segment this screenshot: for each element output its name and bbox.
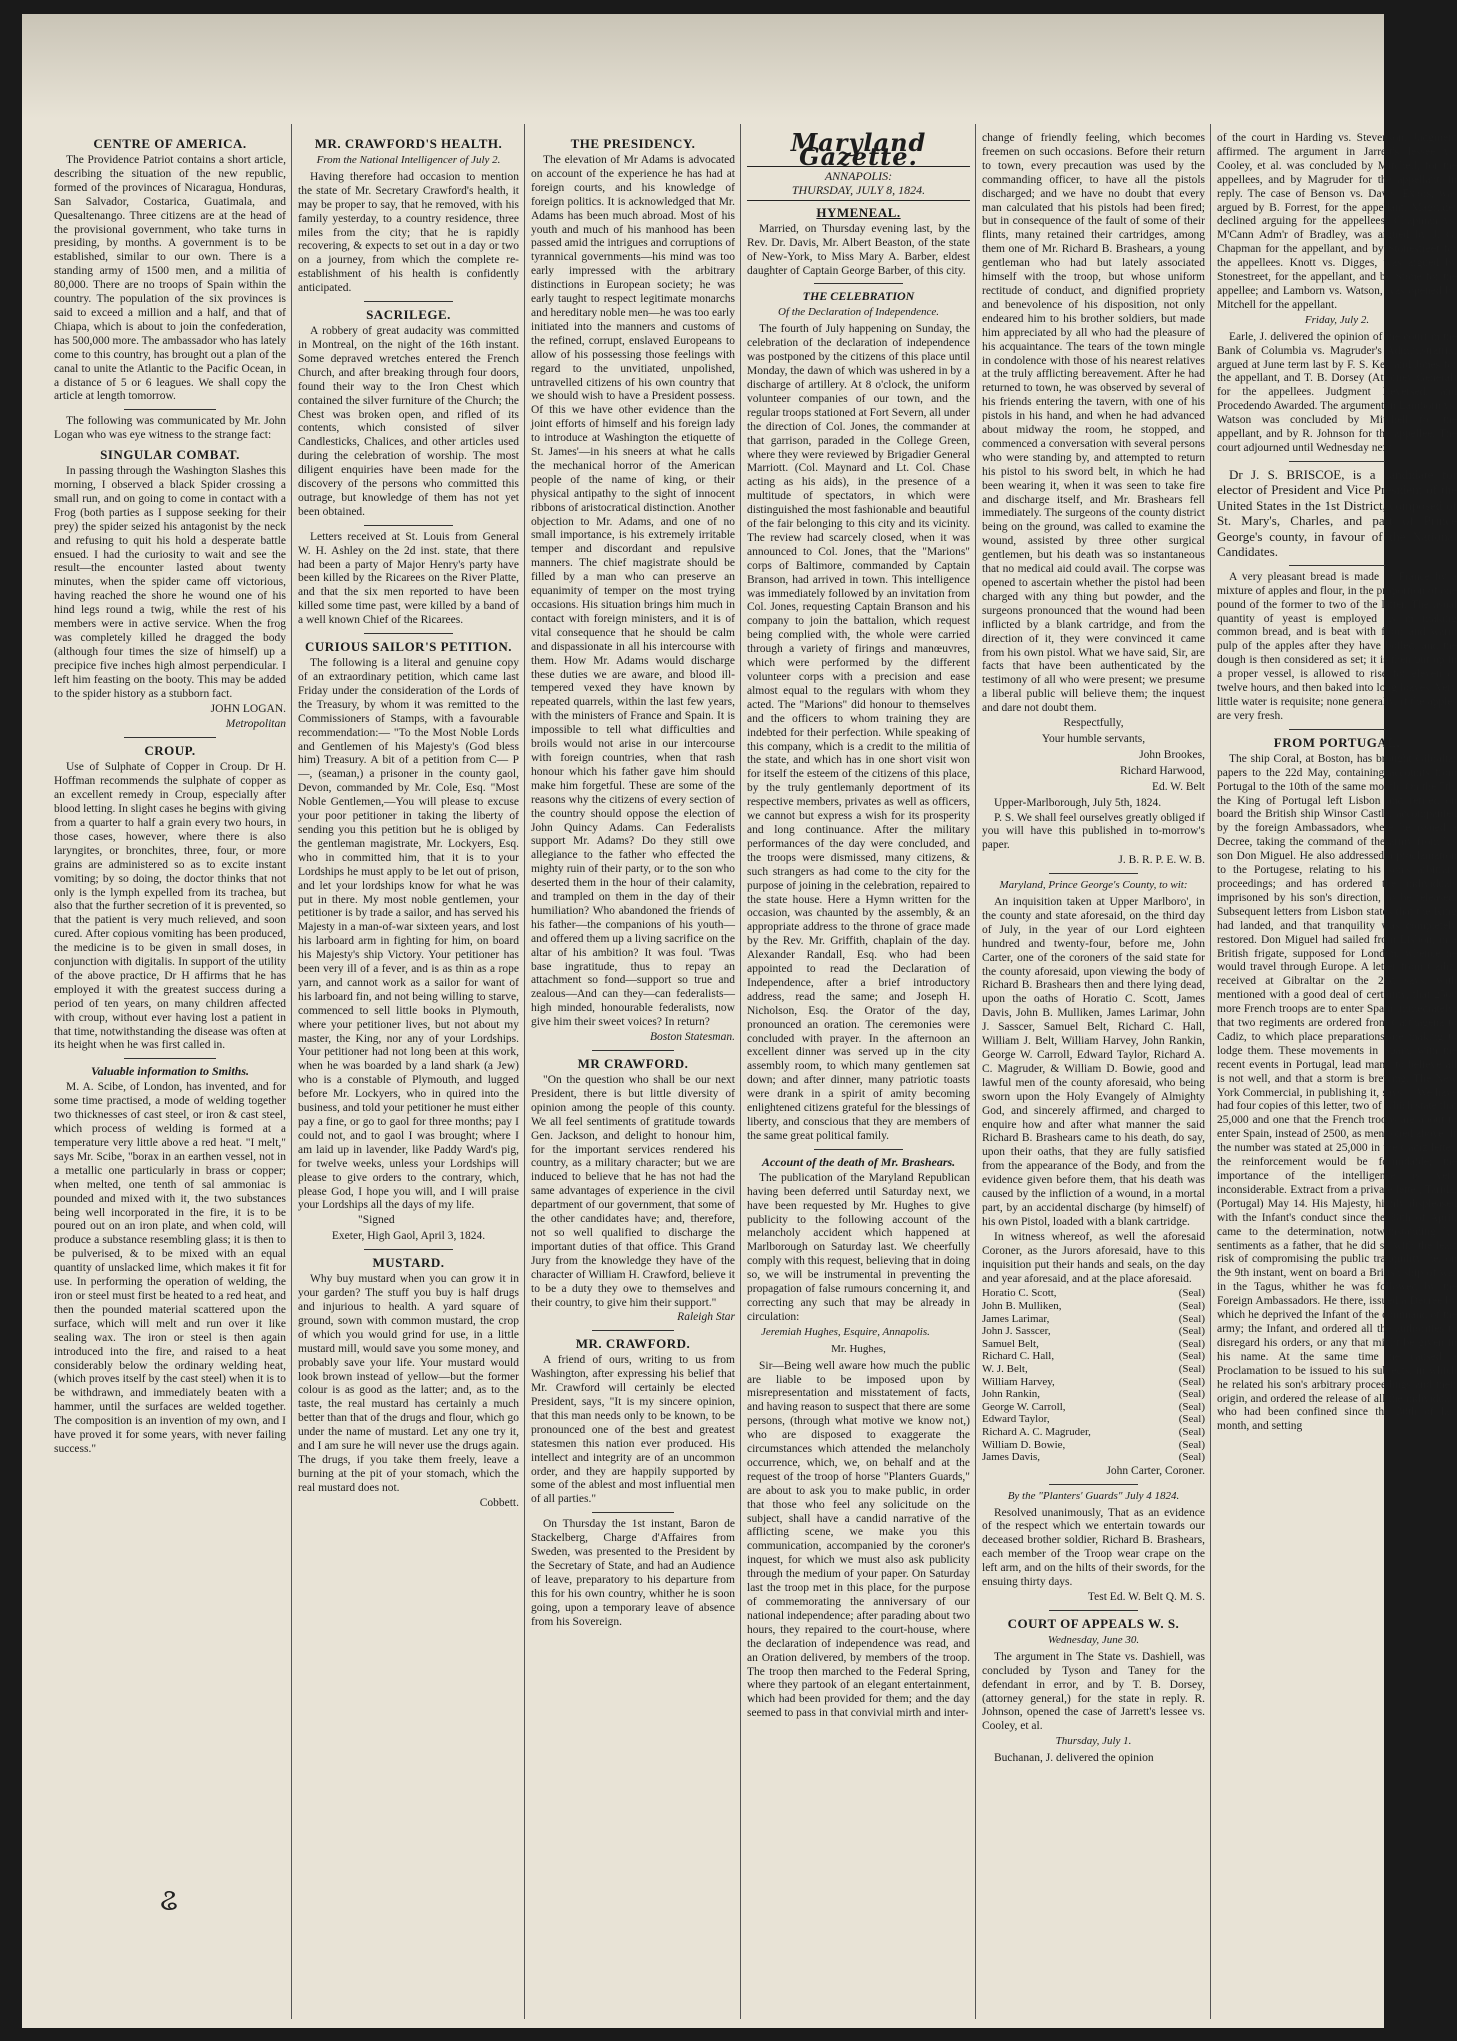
separator <box>364 633 452 634</box>
seal-mark: (Seal) <box>1178 1362 1205 1375</box>
separator <box>1289 461 1385 462</box>
juror-row <box>982 1451 1205 1464</box>
letter-salutation: Mr. Hughes, <box>831 1342 886 1355</box>
juror-row <box>982 1300 1205 1313</box>
juror-name: William Harvey, <box>982 1375 1055 1388</box>
article-body: Resolved unanimously, That as an evidence of the respect which we entertain towards our deceased brother soldier, Richard B. Brashears, each member of the Troop wear crape on the left arm, and on the hilts of their swords, for the ensuing thirty days. <box>982 1506 1205 1589</box>
separator <box>1049 1484 1138 1485</box>
juror-row <box>982 1439 1205 1452</box>
separator <box>592 1512 674 1513</box>
juror-row <box>982 1376 1205 1389</box>
seal-mark: (Seal) <box>1178 1300 1205 1312</box>
juror-row <box>982 1325 1205 1338</box>
article-body: On Thursday the 1st instant, Baron de Stackelberg, Charge d'Affaires from Sweden, was presented to the President by the Secretary of State, and had an Audience of leave, preparatory to his departure from this for his own country, whither he is soon going, upon a temporary leave of absence from his Sovereign. <box>531 1518 735 1628</box>
article-title: THE CELEBRATION <box>802 289 915 304</box>
juror-name: James Larimar, <box>982 1312 1050 1325</box>
article-source: Boston Statesman. <box>650 1031 735 1044</box>
juror-name: Richard C. Hall, <box>982 1350 1055 1363</box>
juror-name: W. J. Belt, <box>982 1362 1028 1375</box>
column-rule <box>975 124 976 2019</box>
separator <box>124 1058 217 1059</box>
separator <box>124 409 217 410</box>
column-3 <box>531 132 735 2012</box>
article-body: An inquisition taken at Upper Marlboro', in the county and state aforesaid, on the third day of July, in the year of our Lord eighteen hundred and twenty-four, before me, John Carter, one of the coroners of the said state for the county aforesaid, upon viewing the body of Richard B. Brashears then and there lying dead, upon the oaths of Horatio C. Scott, James Davis, John B. Mulliken, James Larimar, John J. Sasscer, Samuel Belt, Richard C. Hall, William J. Belt, William Harvey, John Rankin, George W. Carroll, Edward Taylor, Richard A. C. Magruder, & William D. Bowie, good and lawful men of the county aforesaid, who being sworn upon the Holy Evangely of Almighty God, and sincerely affirmed, and charged to enquire how and after what manner the said Richard B. Brashears came to his death, do say, upon their oaths, that they are fully satisfied from the appearance of the Body, and from the evidence given before them, that his death was caused by the infliction of a wound, in a mortal part, by an accidental discharge (by himself) of his own Pistol, loaded with a blank cartridge. <box>982 896 1205 1228</box>
masthead-date: THURSDAY, JULY 8, 1824. <box>791 182 926 197</box>
article-body: Having therefore had occasion to mention the state of Mr. Secretary Crawford's health, it may be proper to say, that he removed, with his family yesterday, to a country residence, three miles from the city; that he is rapidly recovering, & expects to set out in a day or two on a journey, from which the complete re-establishment of his health is confidently anticipated. <box>298 170 519 295</box>
coroner-signature: John Carter, Coroner. <box>1106 1464 1205 1477</box>
newspaper-page <box>22 14 1457 2028</box>
ink-blot-icon: ଌ <box>160 1884 178 1917</box>
separator <box>1049 873 1138 874</box>
article-body: The publication of the Maryland Republican having been deferred until Saturday next, we have been requested by Mr. Hughes to give publicity to the following account of the melancholy accident which happened at Marlborough on Saturday last. We cheerfully comply with this request, believing that in doing so, we will be instrumental in preventing the propagation of false rumours concerning it, and correcting any such that may be already in circulation: <box>747 1171 970 1323</box>
article-body: A very pleasant bread is made in France by a mixture of apples and flour, in the proportion of one pound of the former to two of the latter. The usual quantity of yeast is employed as in making common bread, and is beat with flour and warm pulp of the apples after they have boiled, and the dough is then considered as set; it is then put up in a proper vessel, is allowed to rise for eleven or twelve hours, and then baked into long loaves. Very little water is requisite; none generally, if the apples are very fresh. <box>1217 570 1457 722</box>
seal-mark: (Seal) <box>1178 1388 1205 1401</box>
section-title: HYMENEAL. <box>816 204 901 220</box>
column-4 <box>747 128 970 2012</box>
article-title: MR. CRAWFORD. <box>575 1336 691 1352</box>
separator <box>364 301 452 302</box>
masthead-title: Maryland Gazette. <box>747 136 970 167</box>
article-body: Why buy mustard when you can grow it in your garden? The stuff you buy is half drugs and injurious to health. A yard square of ground, sown with common mustard, the crop of which you would grind for use, in a little mustard mill, would save you some money, and probably save your life. Your mustard would look brown instead of yellow—but the former colour is as good as the latter; and, as to the taste, the real mustard has certainly a much better than that of the drugs and flour, which go under the name of mustard. Let any one try it, and I am sure he will never use the drugs again. The drugs, if you take them freely, leave a burning at the pit of your stomach, which the real mustard does not. <box>298 1273 519 1494</box>
signature: "Signed <box>358 1214 395 1227</box>
postscript-initials: J. B. R. P. E. W. B. <box>1118 854 1205 867</box>
column-rule <box>524 124 525 2019</box>
separator <box>592 1050 674 1051</box>
column-rule <box>291 124 292 2019</box>
separator <box>1289 565 1385 566</box>
juror-name: James Davis, <box>982 1451 1041 1464</box>
juror-row <box>982 1413 1205 1426</box>
juror-name: Richard A. C. Magruder, <box>982 1425 1091 1438</box>
article-source: From the National Intelligencer of July 2. <box>316 154 501 166</box>
masthead-dateline <box>747 169 970 201</box>
juror-name: John J. Sasscer, <box>982 1325 1051 1338</box>
juror-row <box>982 1313 1205 1326</box>
article-source: Raleigh Star <box>677 1311 735 1324</box>
juror-row <box>982 1350 1205 1363</box>
article-title: Account of the death of Mr. Brashears. <box>761 1154 956 1169</box>
article-body: Use of Sulphate of Copper in Croup. Dr H. Hoffman recommends the sulphate of copper as an excellent remedy in Croup, especially after blood letting. In slight cases he begins with giving from a quarter to half a grain every two hours, in those cases, however, where there is also laryngites, or bronchites, three, four, or more grains are administered so as to excite instant vomiting; by so doing, the doctor thinks that not only is the lymph expelled from its trachea, but also that the further secretion of it is prevented, so that the patient is very much relieved, and soon cured. After copious vomiting has been produced, the medicine is to be given in small doses, in conjunction with digitalis. In support of the utility of the above practice, Dr H affirms that he has employed it with the greatest success during a period of ten years, on many children affected with croup, without ever having lost a patient in that time, notwithstanding the disease was often at its height when he was first called in. <box>54 761 286 1052</box>
juror-name: John B. Mulliken, <box>982 1300 1062 1312</box>
article-body: Buchanan, J. delivered the opinion <box>994 1752 1154 1765</box>
seal-mark: (Seal) <box>1178 1325 1205 1338</box>
article-body: A robbery of great audacity was committed in Montreal, on the night of the 16th instant. Some depraved wretches entered the French Church, and after breaking through four doors, found their way to the Iron Chest which contained the silver furniture of the Church; the Chest was broken open, and rifled of its contents, which consisted of silver Candlesticks, Chalices, and other articles used during the celebration of worship. The most diligent enquiries have been made for the discovery of the persons who committed this outrage, but knowledge of them has not yet been obtained. <box>298 325 519 518</box>
signer: Richard Harwood, <box>1120 764 1205 777</box>
letter-closing: Your humble servants, <box>1041 732 1146 745</box>
signer: John Brookes, <box>1139 748 1205 761</box>
article-title: COURT OF APPEALS W. S. <box>1007 1615 1180 1631</box>
juror-name: Horatio C. Scott, <box>982 1287 1057 1300</box>
article-title: CENTRE OF AMERICA. <box>93 136 247 151</box>
seal-mark: (Seal) <box>1178 1337 1205 1350</box>
separator <box>124 737 217 738</box>
article-body: The ship Coral, at Boston, has brought Gibraltar papers to the 22d May, containing accounts from Portugal to the 10th of the same month. On the 7th, the King of Portugal left Lisbon and retired on board the British ship Winsor Castle, accompanied by the foreign Ambassadors, where he issued a Decree, taking the command of the army from his son Don Miguel. He also addressed a proclamation to the Portugese, relating to his son's arbitrary proceedings; and has ordered the individuals imprisoned by his son's direction, to be released. Subsequent letters from Lisbon states that the King had landed, and that tranquility was completely restored. Don Miguel had sailed from Lisbon, in a British frigate, supposed for London, whence he would travel through Europe. A letter from Cadiz, received at Gibraltar on the 22d says, with mentioned with a good deal of certainty, that 2500 more French troops are to enter Spain immediately; that two regiments are ordered from Carthagena to Cadiz, to which place preparations are making to lodge them. These movements in Spain, with the recent events in Portugal, lead many to believe all is not well, and that a storm is brewing. The New York Commercial, in publishing it, says:—We have had four copies of this letter, two of which state that 25,000 and one that the French troops are about to enter Spain, instead of 2500, as mentioned above. If the number was stated at 25,000 in the Cadiz letter, the reinforcement would be formidable; the importance of the intelligence is very inconsiderable. Extract from a private letter, Tarida, (Portugal) May 14. His Majesty, highly displeased with the Infant's conduct since the 30th of April, came to the determination, notwithstanding his sentiments as a father, that he did so with the least risk of compromising the public tranquility, he, on the 9th instant, went on board a British ship of war in the Tagus, whither he was followed by the Foreign Ambassadors. He there, issued a Decree by which he deprived the Infant of the command of the army; the Infant, and ordered all the authorities to disregard his orders, or any that might be given in his name. At the same time he caused a Proclamation to be issued to his subjects, in which he related his son's arbitrary proceedings and their origin, and ordered the release of all the individuals who had been confined since the 30th of last month, and setting <box>1217 752 1457 1433</box>
article-intro: The following was communicated by Mr. John Logan who was eye witness to the strange fact: <box>54 415 286 442</box>
seal-mark: (Seal) <box>1178 1287 1205 1300</box>
article-body: "On the question who shall be our next President, there is but little diversity of opinion among the people of this county. We all feel sentiments of gratitude towards Gen. Jackson, and delight to honour him, for the important services rendered his country, as a military character; but we are induced to believe that he has not had the same advantages of experience in the civil department of our government, that some of the other candidates have; and, therefore, not so well qualified to discharge the important duties of that office. This Grand Jury from the knowledge they have of the character of William H. Crawford, believe it to be a duty they owe to themselves and their country, to give him their support." <box>531 1074 735 1309</box>
separator <box>1289 729 1385 730</box>
juror-list <box>982 1287 1205 1463</box>
article-body: The fourth of July happening on Sunday, the celebration of the declaration of independence was postponed by the citizens of this place until Monday, the dawn of which was ushered in by a discharge of artillery. At 8 o'clock, the uniform volunteer companies of our town, and the regular troops stationed at Fort Severn, all under the direction of Col. Jones, the commander at that garrison, paraded in the College Green, where they were reviewed by Brigadier General Marriott. (Col. Maynard and Lt. Col. Chase acting as his aids), in the presence of a multitude of spectators, in which were distinguished the most fashionable and beautiful of the fair belonging to this city and its vicinity. The review had scarcely closed, when it was announced to Col. Jones, that the "Marions" corps of Baltimore, commanded by Captain Branson, had arrived in town. This intelligence was immediately followed by an invitation from Col. Jones, requesting Captain Branson and his company to join the battalion, which request being complied with, the whole were carried through a variety of firings and manœuvres, which were performed by the different volunteer corps with a precision and ease almost equal to the regulars with whom they acted. The "Marions" did honour to themselves and the officers to whom training they are indebted for their perfection. While speaking of this company, which is a credit to the militia of the state, and which has in one short visit won for itself the esteem of the citizens of this place, by the truly gentlemanly deportment of its respective members, privates as well as officers, we cannot but express a wish for its prosperity and long continuance. After the military performances of the day were concluded, and the troops were dismissed, many citizens, & such strangers as had come to the city for the purpose of joining in the celebration, repaired to the state house. Here a Hymn written for the occasion, was chaunted by the assembly, & an appropriate address to the throne of grace made by the Rev. Mr. Griffith, chaplain of the day. Alexander Randall, Esq. who had been appointed to read the Declaration of Independence, after a brief introductory address, read the same; and Joseph H. Nicholson, Esq. the Orator of the day, pronounced an oration. The ceremonies were concluded with prayer. In the afternoon an excellent dinner was served up in the city assembly room, to which many gentlemen sat down; and after dinner, many patriotic toasts were drank in a spirit of amity becoming enlightened citizens grateful for the blessings of liberty, and conscious that they are members of the same great political family. <box>747 323 970 1142</box>
article-title: FROM PORTUGAL. <box>1273 734 1401 750</box>
date-heading: Friday, July 2. <box>1304 313 1370 326</box>
masthead-place: ANNAPOLIS: <box>824 168 893 183</box>
signature: Cobbett. <box>479 1496 519 1509</box>
article-body: change of friendly feeling, which becomes freemen on such occasions. Before their return to town, every precaution was used by the commanding officer, to have all the pistols discharged; and we have no doubt that every man calculated that his pistols had been fired; but in consequence of the fault of some of their flints, many retained their cartridges, among them one of Mr. Richard B. Brashears, a young gentleman who had but lately associated himself with the troop, but whose uniform rectitude of conduct, and dignified propriety and benevolence of his disposition, not only endeared him to his brother soldiers, but made him appreciated by all who had the pleasure of his acquaintance. The tears of the town mingle in condolence with those of his nearest relatives at the truly afflicting bereavement. After he had returned to town, he was observed by several of his friends entering the tavern, with one of his pistols in his hand, and when he had advanced about midway the room, he stopped, and commenced a conversation with several persons who were standing by, and attempted to return his pistol to his sword belt, in which he had been wearing it, when it was seen to take fire and discharge itself, and Mr. Brashears fell immediately. The surgeons of the county district being on the ground, was called to examine the wound, assisted by three other surgical gentlemen, but his death was so instantaneous that no medical aid could avail. The corpse was opened to ascertain whether the pistol had been charged with any thing but powder, and the surgeons pronounced that the wound had been inflicted by a blank cartridge, and from the direction of it, they were convinced it came from his own pistol. What we have said, Sir, are facts that have been authenticated by the testimony of all who were present; we presume a liberal public will believe them; the inquest and dare not doubt them. <box>982 132 1205 715</box>
juror-name: Edward Taylor, <box>982 1413 1050 1426</box>
juror-row <box>982 1426 1205 1439</box>
juror-row <box>982 1363 1205 1376</box>
date-heading: Wednesday, June 30. <box>1047 1633 1140 1646</box>
article-title: MR CRAWFORD. <box>577 1056 689 1071</box>
article-title: Valuable information to Smiths. <box>90 1064 250 1079</box>
article-title: MR. CRAWFORD'S HEALTH. <box>314 136 503 151</box>
letter-address: Jeremiah Hughes, Esquire, Annapolis. <box>761 1325 930 1338</box>
article-body: Married, on Thursday evening last, by the Rev. Dr. Davis, Mr. Albert Beaston, of the state of New-York, to Miss Mary A. Barber, eldest daughter of Captain George Barber, of this city. <box>747 222 970 277</box>
inquest-heading: Maryland, Prince George's County, to wit: <box>999 879 1188 892</box>
postscript: P. S. We shall feel ourselves greatly obliged if you will have this published in to-morrow's paper. <box>982 811 1205 852</box>
column-rule <box>740 124 741 2019</box>
juror-row <box>982 1388 1205 1401</box>
article-title: SACRILEGE. <box>366 307 451 323</box>
juror-row <box>982 1338 1205 1351</box>
seal-mark: (Seal) <box>1178 1425 1205 1438</box>
separator <box>364 1249 452 1250</box>
resolution-heading: By the "Planters' Guards" July 4 1824. <box>1007 1489 1180 1502</box>
separator <box>364 525 452 526</box>
article-body: The following is a literal and genuine copy of an extraordinary petition, which came last Friday under the consideration of the Lords of the Treasury, by whom it was remitted to the Commissioners of Stamps, with a favourable recommendation:— "To the Most Noble Lords and Gentlemen of his Majesty's (God bless him) Treasury. A bit of a petition from C— P—, (seaman,) a prisoner in the county gaol, Devon, commanded by Mr. Cole, Esq. "Most Noble Gentlemen,—You will please to excuse your poor petitioner in taking the liberty of sending you this petition but he is obliged by the gentleman magistrate, Mr. Lockyers, Esq. who in committed him, that it is to your Lordships he must apply to be let out of prison, and let your lordships know for what he was put in there. My most noble gentlemen, your petitioner is by trade a sailor, and has served his Majesty in a man-of-war sixteen years, and lost his larboard arm in fighting for him, on board his Majesty's ship Victory. Your petitioner has been very ill of a fever, and is as thin as a rope yarn, and cannot work as a sailor for want of his larboard fin, and not being willing to starve, commenced to sell little books in Plymouth, where your petitioner lives, but not about my master, the King, nor any of your Lordships. Your petitioner had not long been at this work, when he was boarded by a land shark (a Jew) who is a constable of Plymouth, and lugged before Mr. Lockyers, who in quired into the business, and told your petitioner he must either pay a fine, or go to gaol for three months; pay I could not, and to gaol I was brought; where I am laid up in lavender, like Paddy Ward's pig, for twelve weeks, unless your Lordships will please to give orders to the contrary, which, please God, I hope you will, and I will praise your Lordships all the days of my life. <box>298 657 520 1212</box>
article-body: Letters received at St. Louis from General W. H. Ashley on the 2d inst. state, that there had been a party of Major Henry's party have been killed by the Ricarees on the River Platte, and that the six men reported to have been killed some time past, were killed by a band of a well known Chief of the Ricarees. <box>298 530 519 627</box>
place-date: Upper-Marlborough, July 5th, 1824. <box>994 796 1162 809</box>
article-source: Metropolitan <box>225 718 286 731</box>
column-1 <box>54 132 286 2012</box>
date-heading: Thursday, July 1. <box>1055 1735 1132 1748</box>
article-body: M. A. Scibe, of London, has invented, and for some time practised, a mode of welding together two thicknesses of cast steel, or iron & cast steel, which process of welding is formed at a temperature very little above a red heat. "I melt," says Mr. Scibe, "borax in an earthen vessel, not in a metallic one particularly in brass or copper; when melted, one tenth of sal ammoniac is pounded and mixed with it, the two substances being well incorporated in the fire, it is to be poured out on an iron plate, and when cold, will produce a substance resembling glass; it is then to be pulverised, & to be mixed with an equal quantity of unslacked lime, which makes it fit for use. In performing the operation of welding, the iron or steel must first be heated to a red heat, and then the pounded material scattered upon the surface, which will melt and run over it like sealing wax. The iron or steel is then again introduced into the fire, and raised to a heat considerably below the ordinary welding heat, (which proves itself by the cast steel) when it is to be withdrawn, and immediately beaten with a hammer, until the surfaces are welded together. The composition is an invention of my own, and I have proved it for some years, with never failing success." <box>54 1081 286 1455</box>
article-title: MUSTARD. <box>372 1255 445 1271</box>
article-body: Sir—Being well aware how much the public are liable to be imposed upon by misrepresentation and misstatement of facts, and having reason to suspect that there are some persons, (through what motive we know not,) who are disposed to exaggerate the circumstances which attended the melancholy occurrence, which, we, on behalf and at the request of the troop of horse "Planters Guards," are about to ask you to make public, in order that those who feel any solicitude on the subject, shall have a candid narrative of the afflicting scene, we make you this communication, accompanied by the coroner's inquest, for which we must also ask publicity through the medium of your paper. On Saturday last the troop met in this place, for the purpose of commemorating the anniversary of our national independence; after parading about two hours, they repaired to the court-house, where the declaration of independence was read, and an Oration delivered, by members of the troop. The troop then marched to the Federal Spring, where they partook of an elegant entertainment, which had been provided for them; and the day seemed to pass in that convivial mirth and inter- <box>747 1359 970 1720</box>
article-title: SINGULAR COMBAT. <box>100 447 240 463</box>
juror-name: John Rankin, <box>982 1388 1041 1401</box>
seal-mark: (Seal) <box>1178 1451 1205 1464</box>
juror-name: William D. Bowie, <box>982 1438 1066 1451</box>
separator <box>814 1149 903 1150</box>
seal-mark: (Seal) <box>1178 1413 1205 1426</box>
separator <box>814 283 903 284</box>
signer: Ed. W. Belt <box>1151 780 1205 793</box>
article-body: of the court in Harding vs. Stevenson. Judgment affirmed. The argument in Jarrett's lessee vs. Cooley, et al. was concluded by Mitchell, for the appellees, and by Magruder for the appellant, in reply. The case of Benson vs. Davis' Ex'ors, was argued by B. Forrest, for the appellant. Magruder declined arguing for the appellees. Chapman vs. M'Cann Adm'r of Bradley, was argued by J. G. Chapman for the appellant, and by Stonestreet for the appellees. Knott vs. Digges, was argued by Stonestreet, for the appellant, and by Stone for the appellee; and Lamborn vs. Watson, was opened by Mitchell for the appellant. <box>1217 132 1457 311</box>
letter-closing: Respectfully, <box>1063 717 1124 730</box>
column-6 <box>1217 132 1457 2012</box>
article-body: Earle, J. delivered the opinion of the court in the Bank of Columbia vs. Magruder's Administratrix, argued at June term last by F. S. Key and Jones for the appellant, and T. B. Dorsey (Attorney General) for the appellees. Judgment Reversed, and Procedendo Awarded. The argument in Lamborn vs. Watson was concluded by Mitchell for the appellant, and by R. Johnson for the appellee. The court adjourned until Wednesday next. <box>1217 330 1457 454</box>
article-subtitle: Of the Declaration of Independence. <box>778 306 939 319</box>
article-body: Dr J. S. BRISCOE, is a candidate for elector of President and Vice President of the United States in the 1st District, composed of St. Mary's, Charles, and part of Prince George's county, in favour of the National Candidates. <box>1217 466 1457 560</box>
article-body: The Providence Patriot contains a short article, describing the situation of the new republic, formed of the provinces of Nicaragua, Honduras, San Salvador, Costarica, Guatimala, and Quesaltenango. Three citizens are at the head of the provisional government, who take turns in presiding, by months. A government is to be established, similar to our own. There is a standing army of 1500 men, and a militia of 80,000. There are no troops of Spain within the country. The population of the six provinces is said to exceed a million and a half, and that of Chiapa, which is about to join the confederation, has 500,000 more. The ambassador who has lately come to this country, has brought out a plan of the canal to unite the Atlantic to the Pacific Ocean, in a distance of 5 or 6 leagues. We shall copy the article at length tomorrow. <box>54 154 286 403</box>
seal-mark: (Seal) <box>1178 1350 1205 1363</box>
article-body: The elevation of Mr Adams is advocated on account of the experience he has had at foreign courts, and his knowledge of foreign politics. It is acknowledged that Mr. Adams has been much abroad. Most of his youth and much of his manhood has been passed amid the intrigues and corruptions of tyrannical governments—his mind was too early impressed with the arbitrary distinctions in European society; he was early taught to respect legitimate monarchs and hereditary noble men—he was too early initiated into the manners and customs of the refined, corrupt, enslaved Europeans to allow of his possessing those feelings with regard to the unvitiated, unpolished, untravelled citizens of his own country that we should wish to have a President possess. Of this we have other evidence than the joint efforts of himself and his foreign lady to introduce at Washington the etiquette of St. James'—in his sneers at what he calls the mechanical horror of the American people of the name of king, or their physical antipathy to the sight of innocent ribbons of aristocratical distinction. Another objection to Mr. Adams, and one of no small importance, is his extremely irritable temper and discordant and repulsive manners. The chief magistrate should be filled by a man who can preserve an equanimity of temper on the most trying occasions. His situation brings him much in contact with foreign ministers, and it is of vital consequence that he should be calm and dispassionate in all his intercourse with them. How Mr. Adams would discharge these duties we are aware, and blood ill-tempered vexed they have known by repeated quarrels, within the last few years, with the ministers of France and Spain. It is impossible to tell what difficulties and broils would not arise in our intercourse with foreign countries, when that rash honour which his father gave him should make him forgetful. These are some of the reasons why the citizens of every section of the country should oppose the election of John Quincy Adams. Can Federalists support Mr. Adams? Do they still owe allegiance to the father who effected the mighty ruin of their party, or to the son who deserted them in the hour of their calamity, and trampled on them in the day of their humiliation? Who abandoned the friends of his father—the companions of his youth—and offered them up a living sacrifice on the altar of his ambition? It was foul. 'Twas base ingratitude, thus to repay an attachment so fond—support so true and zealous—And can they—can federalists—high minded, honourable federalists, now give him their sweet voices? In return? <box>531 154 735 1029</box>
seal-mark: (Seal) <box>1178 1400 1205 1413</box>
juror-name: Samuel Belt, <box>982 1337 1039 1350</box>
column-rule <box>1210 124 1211 2019</box>
article-title: THE PRESIDENCY. <box>570 136 696 151</box>
article-title: CROUP. <box>144 743 196 759</box>
dateline: Exeter, High Gaol, April 3, 1824. <box>331 1230 486 1243</box>
seal-mark: (Seal) <box>1178 1438 1205 1451</box>
column-2 <box>298 132 519 2012</box>
juror-row <box>982 1401 1205 1414</box>
article-body: A friend of ours, writing to us from Washington, after expressing his belief that Mr. Crawford will certainly be elected President, says, "It is my sincere opinion, that this man needs only to be known, to be pronounced one of the best and greatest statesmen this nation ever produced. His intellect and integrity are of an uncommon order, and they are happily supported by some of the ablest and most influential men of all parties." <box>531 1354 735 1506</box>
signature: JOHN LOGAN. <box>210 702 286 715</box>
article-body: In passing through the Washington Slashes this morning, I observed a black Spider crossing a small run, and on going to come in contact with a Frog (both parties as I suppose seeking for their prey) the spider seized his antagonist by the neck and refusing to quit his hold a desperate battle ensued. I had the curiosity to wait and see the result—the encounter lasted about twenty minutes, when the spider came off victorious, having reached the shore he wound one of his hind legs round a twig, while the rest of his members were in active service. When the frog was completely killed he dragged the body (although four times the size of himself) up a precipice five inches high almost perpendicular. I left him feasting on the booty. This may be added to the spider history as a stubborn fact. <box>54 465 286 700</box>
juror-row <box>982 1287 1205 1300</box>
separator <box>1049 1610 1138 1611</box>
seal-mark: (Seal) <box>1178 1312 1205 1325</box>
seal-mark: (Seal) <box>1178 1375 1205 1388</box>
signature: Test Ed. W. Belt Q. M. S. <box>1087 1590 1205 1603</box>
juror-name: George W. Carroll, <box>982 1400 1066 1413</box>
article-title: CURIOUS SAILOR'S PETITION. <box>305 639 512 655</box>
article-body: In witness whereof, as well the aforesaid Coroner, as the Jurors aforesaid, have to this inquisition put their hands and seals, on the day and year aforesaid, and at the place aforesaid. <box>982 1230 1205 1285</box>
article-body: The argument in The State vs. Dashiell, was concluded by Tyson and Taney for the defendant in error, and by T. B. Dorsey, (attorney general,) for the state in reply. R. Johnson, opened the case of Jarrett's lessee vs. Cooley, et al. <box>982 1650 1205 1733</box>
separator <box>592 1330 674 1331</box>
column-5 <box>982 132 1205 2012</box>
